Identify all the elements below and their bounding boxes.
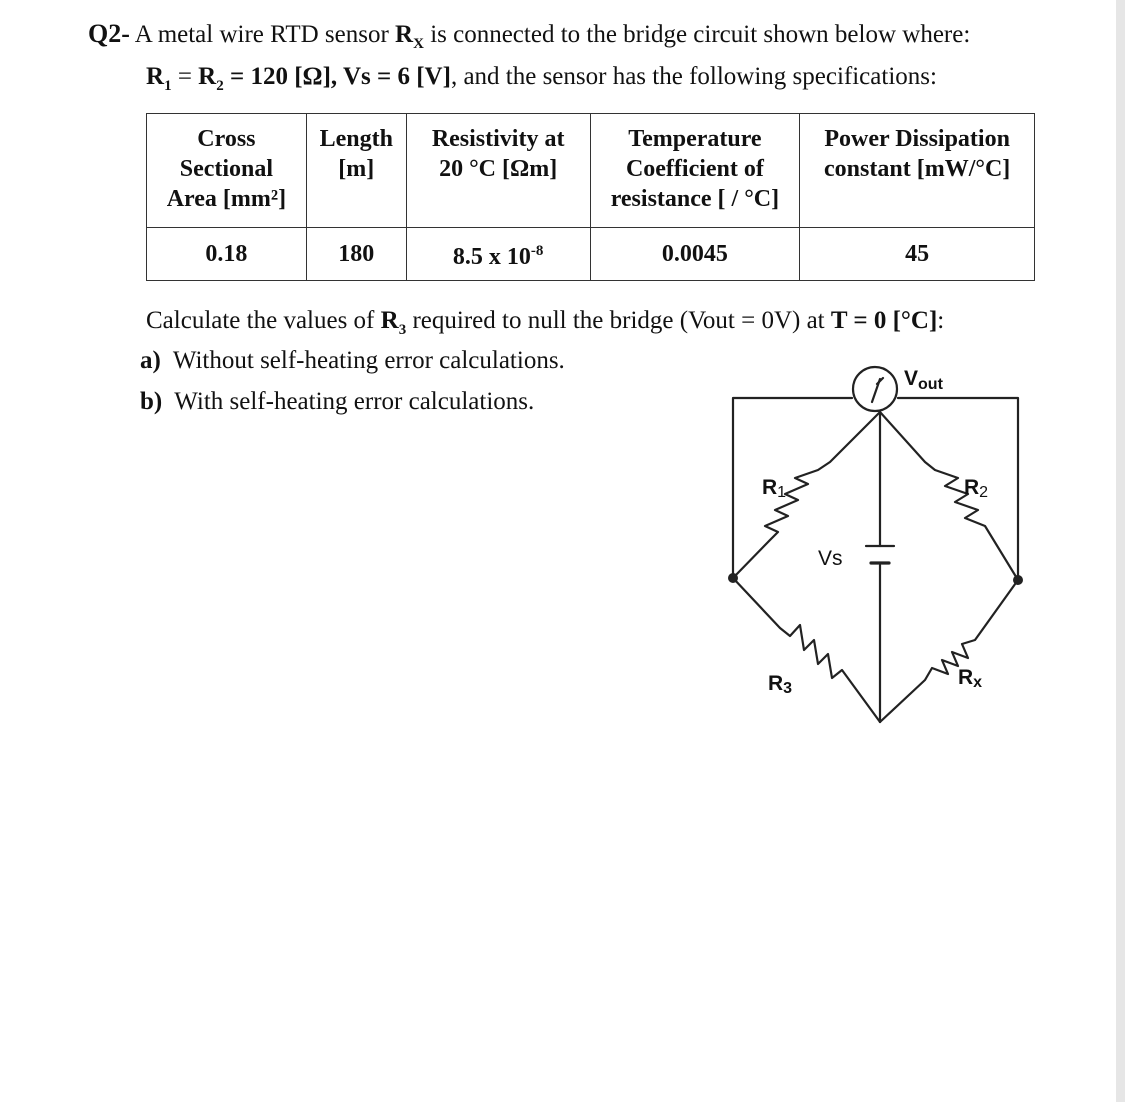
task-temperature: T = 0 [°C] bbox=[830, 307, 938, 334]
r3-label: R3 bbox=[768, 672, 793, 697]
rx-label: Rx bbox=[958, 666, 983, 691]
resistor-rx bbox=[880, 580, 1018, 722]
intro-text-b: is connected to the bridge circuit shown below where: bbox=[430, 21, 971, 48]
resistor-r3 bbox=[733, 578, 880, 722]
r2-symbol: $R_2$ bbox=[198, 63, 224, 94]
question-number: Q2- bbox=[88, 19, 130, 48]
resistor-r1 bbox=[733, 412, 880, 578]
part-b-label: b) bbox=[140, 388, 163, 415]
value-temp-coefficient: 0.0045 bbox=[590, 228, 800, 281]
value-length: 180 bbox=[306, 228, 406, 281]
task-suffix: : bbox=[937, 307, 945, 334]
equals-sign: = bbox=[177, 63, 192, 90]
top-wire-right bbox=[898, 398, 1018, 580]
task-prefix: Calculate the values of bbox=[146, 307, 375, 334]
node-right bbox=[1013, 575, 1023, 585]
resistor-r2 bbox=[880, 412, 1018, 580]
part-a-label: a) bbox=[140, 347, 161, 374]
part-a-text: Without self-heating error calculations. bbox=[172, 347, 565, 374]
r1-label: R1 bbox=[762, 476, 787, 501]
voltmeter-icon bbox=[853, 367, 897, 411]
r3-symbol: $R_3$ bbox=[380, 307, 407, 338]
value-resistivity: 8.5 x $10^{-8}$ bbox=[406, 228, 590, 281]
value-area: 0.18 bbox=[147, 228, 307, 281]
part-b-text: With self-heating error calculations. bbox=[174, 388, 535, 415]
intro-text-a: A metal wire RTD sensor bbox=[134, 21, 389, 48]
given-values: = 120 [Ω], Vs = 6 [V] bbox=[229, 63, 451, 90]
line2-rest: , and the sensor has the following specifications: bbox=[450, 63, 937, 90]
task-mid: required to null the bridge (Vout = 0V) at bbox=[412, 307, 825, 334]
header-resistivity: Resistivity at 20 °C [Ωm] bbox=[406, 114, 590, 228]
vs-label: Vs bbox=[818, 547, 843, 570]
node-left bbox=[728, 573, 738, 583]
header-cross-sectional-area: Cross Sectional Area [mm²] bbox=[147, 114, 307, 228]
rx-symbol: $R_X$ bbox=[395, 21, 424, 52]
value-dissipation-constant: 45 bbox=[800, 228, 1035, 281]
r1-symbol: $R_1$ bbox=[146, 63, 172, 94]
header-power-dissipation: Power Dissipation constant [mW/°C] bbox=[800, 114, 1035, 228]
vout-label: Vout bbox=[904, 367, 943, 393]
header-length: Length [m] bbox=[306, 114, 406, 228]
r2-label: R2 bbox=[964, 476, 989, 501]
header-temperature-coefficient: Temperature Coefficient of resistance [ / °C] bbox=[590, 114, 800, 228]
